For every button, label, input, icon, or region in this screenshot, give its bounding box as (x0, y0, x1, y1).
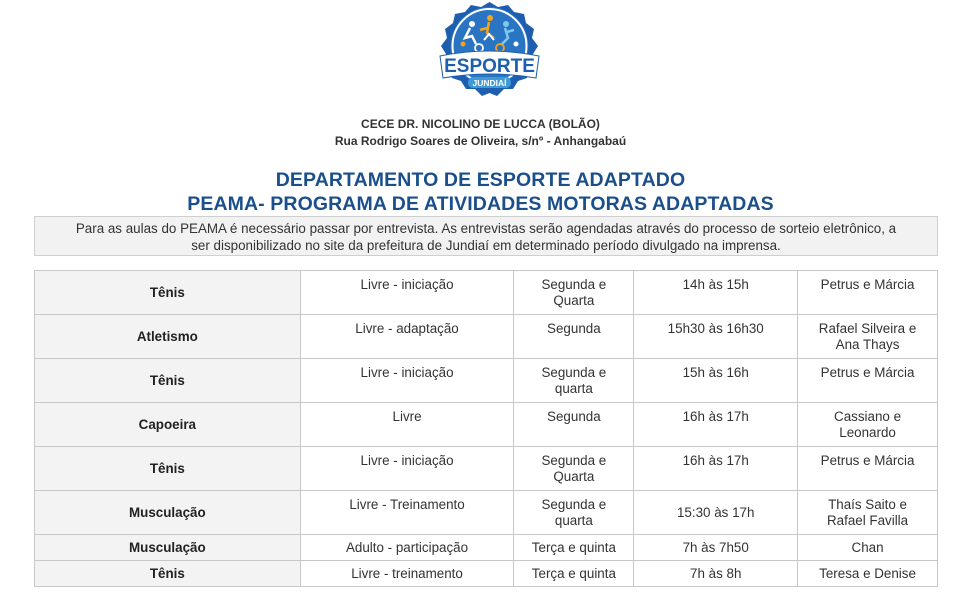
time-cell: 16h às 17h (634, 403, 798, 447)
table-row (35, 403, 938, 447)
esporte-jundiai-logo (432, 0, 547, 104)
time-cell: 15:30 às 17h (634, 491, 798, 535)
level-cell: Livre - iniciação (300, 447, 514, 491)
time-cell: 16h às 17h (634, 447, 798, 491)
venue-address: Rua Rodrigo Soares de Oliveira, s/nº - Anhangabaú (334, 134, 627, 148)
level-cell: Livre - Treinamento (300, 491, 514, 535)
time-cell: 7h às 8h (634, 561, 798, 587)
teachers-cell: Petrus e Márcia (798, 359, 938, 403)
level-cell: Livre - adaptação (300, 315, 514, 359)
days-cell: Segunda e quarta (514, 359, 634, 403)
program-heading: PEAMA- PROGRAMA DE ATIVIDADES MOTORAS ADAPTADAS (187, 193, 774, 215)
table-row (35, 271, 938, 315)
modality-cell: Tênis (35, 561, 301, 587)
department-heading: DEPARTAMENTO DE ESPORTE ADAPTADO (275, 169, 686, 191)
modality-cell: Tênis (35, 359, 301, 403)
time-cell: 15h às 16h (634, 359, 798, 403)
modality-cell: Tênis (35, 447, 301, 491)
time-cell: 7h às 7h50 (634, 535, 798, 561)
level-cell: Livre - iniciação (300, 359, 514, 403)
days-cell: Segunda e Quarta (514, 271, 634, 315)
modality-cell: Tênis (35, 271, 301, 315)
modality-cell: Atletismo (35, 315, 301, 359)
days-cell: Segunda e quarta (514, 491, 634, 535)
teachers-cell: Teresa e Denise (798, 561, 938, 587)
schedule-table (34, 270, 938, 587)
days-cell: Segunda (514, 315, 634, 359)
table-row (35, 359, 938, 403)
modality-cell: Musculação (35, 535, 301, 561)
level-cell: Livre - iniciação (300, 271, 514, 315)
days-cell: Segunda (514, 403, 634, 447)
teachers-cell: Cassiano e Leonardo (798, 403, 938, 447)
table-row (35, 315, 938, 359)
logo-text-sub: JUNDIAÍ (472, 78, 507, 88)
time-cell: 14h às 15h (634, 271, 798, 315)
teachers-cell: Petrus e Márcia (798, 447, 938, 491)
modality-cell: Musculação (35, 491, 301, 535)
venue-name: CECE DR. NICOLINO DE LUCCA (BOLÃO) (361, 117, 600, 131)
notice-line-2: ser disponibilizado no site da prefeitura de Jundiaí em determinado período divulgado na imprensa. (191, 238, 781, 253)
modality-cell: Capoeira (35, 403, 301, 447)
time-cell: 15h30 às 16h30 (634, 315, 798, 359)
days-cell: Terça e quinta (514, 535, 634, 561)
level-cell: Adulto - participação (300, 535, 514, 561)
teachers-cell: Chan (798, 535, 938, 561)
teachers-cell: Rafael Silveira e Ana Thays (798, 315, 938, 359)
table-row (35, 447, 938, 491)
table-row (35, 535, 938, 561)
teachers-cell: Petrus e Márcia (798, 271, 938, 315)
table-row (35, 491, 938, 535)
teachers-cell: Thaís Saito e Rafael Favilla (798, 491, 938, 535)
table-row (35, 561, 938, 587)
notice-line-1: Para as aulas do PEAMA é necessário passar por entrevista. As entrevistas serão agendadas através do processo de sorteio eletrônico, a (75, 221, 897, 236)
days-cell: Segunda e Quarta (514, 447, 634, 491)
enrollment-notice (34, 216, 938, 256)
level-cell: Livre (300, 403, 514, 447)
logo-text-main: ESPORTE (444, 56, 535, 77)
days-cell: Terça e quinta (514, 561, 634, 587)
level-cell: Livre - treinamento (300, 561, 514, 587)
